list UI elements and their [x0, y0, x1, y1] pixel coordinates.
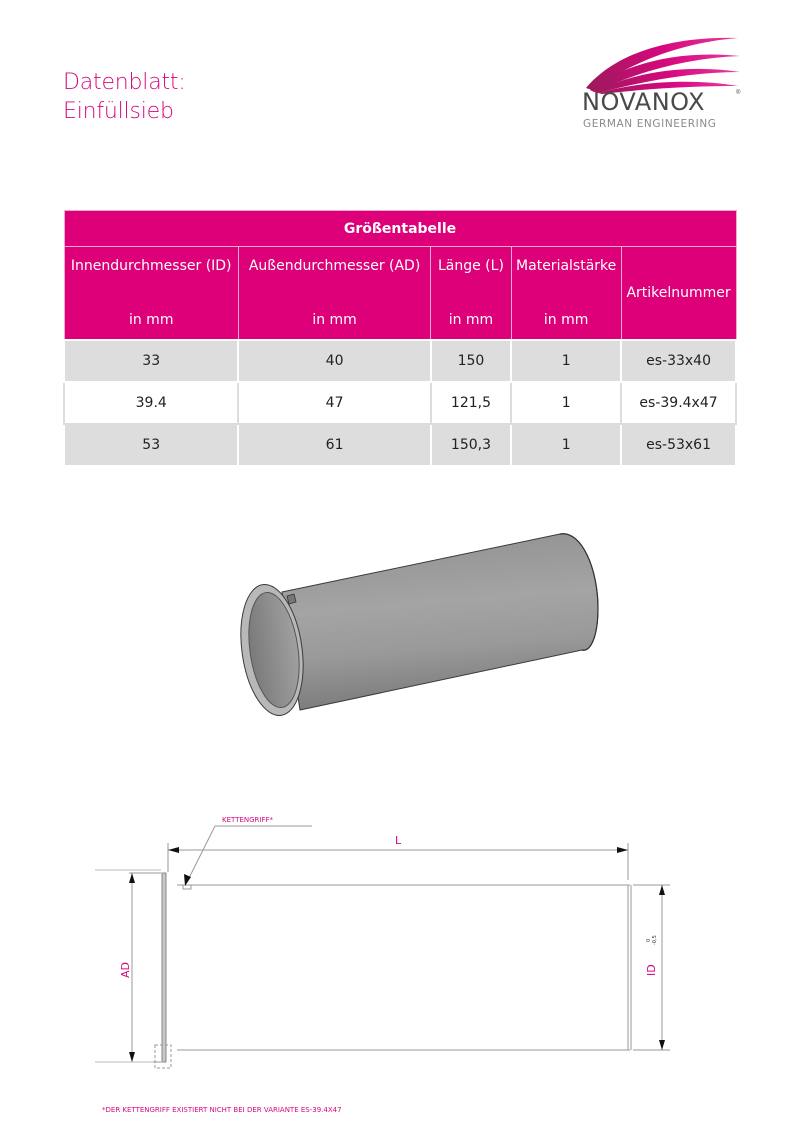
- column-header-article: Artikelnummer: [621, 247, 736, 341]
- title-line-2: Einfüllsieb: [63, 99, 174, 124]
- cell-thickness: 1: [511, 340, 621, 382]
- table-row: [64, 340, 736, 382]
- cell-thickness: 1: [511, 382, 621, 424]
- cell-length: 121,5: [431, 382, 512, 424]
- tolerance-upper: 0: [646, 938, 652, 942]
- cell-length: 150,3: [431, 424, 512, 466]
- cell-ad: 61: [238, 424, 430, 466]
- technical-drawing: [95, 810, 715, 1090]
- callout-kettengriff: KETTENGRIFF*: [222, 816, 274, 824]
- product-render-image: [230, 520, 610, 730]
- cell-id: 33: [64, 340, 238, 382]
- cell-ad: 47: [238, 382, 430, 424]
- dimension-inner-label: ID: [645, 964, 658, 976]
- dimension-length-label: L: [395, 834, 402, 847]
- logo-registered: ®: [736, 90, 741, 96]
- cell-ad: 40: [238, 340, 430, 382]
- cell-article: es-53x61: [621, 424, 736, 466]
- column-header-id: Innendurchmesser (ID) in mm: [64, 247, 238, 341]
- cell-article: es-39.4x47: [621, 382, 736, 424]
- footnote: *DER KETTENGRIFF EXISTIERT NICHT BEI DER VARIANTE ES-39.4X47: [102, 1106, 342, 1114]
- cell-length: 150: [431, 340, 512, 382]
- table-caption: Größentabelle: [64, 211, 736, 247]
- document-title: [63, 68, 186, 126]
- column-header-thickness: Materialstärke in mm: [511, 247, 621, 341]
- table-row: [64, 424, 736, 466]
- dimension-outer-label: AD: [119, 962, 132, 978]
- cell-id: 53: [64, 424, 238, 466]
- novanox-logo-icon: [578, 32, 744, 132]
- column-header-ad: Außendurchmesser (AD) in mm: [238, 247, 430, 341]
- size-table: [63, 210, 737, 467]
- column-header-length: Länge (L) in mm: [431, 247, 512, 341]
- cell-article: es-33x40: [621, 340, 736, 382]
- title-line-1: Datenblatt:: [63, 70, 186, 95]
- table-row: [64, 382, 736, 424]
- cell-thickness: 1: [511, 424, 621, 466]
- logo-tagline: GERMAN ENGINEERING: [583, 118, 717, 130]
- cell-id: 39.4: [64, 382, 238, 424]
- logo-brand: NOVANOX: [582, 88, 705, 116]
- tolerance-lower: -0,5: [652, 935, 658, 945]
